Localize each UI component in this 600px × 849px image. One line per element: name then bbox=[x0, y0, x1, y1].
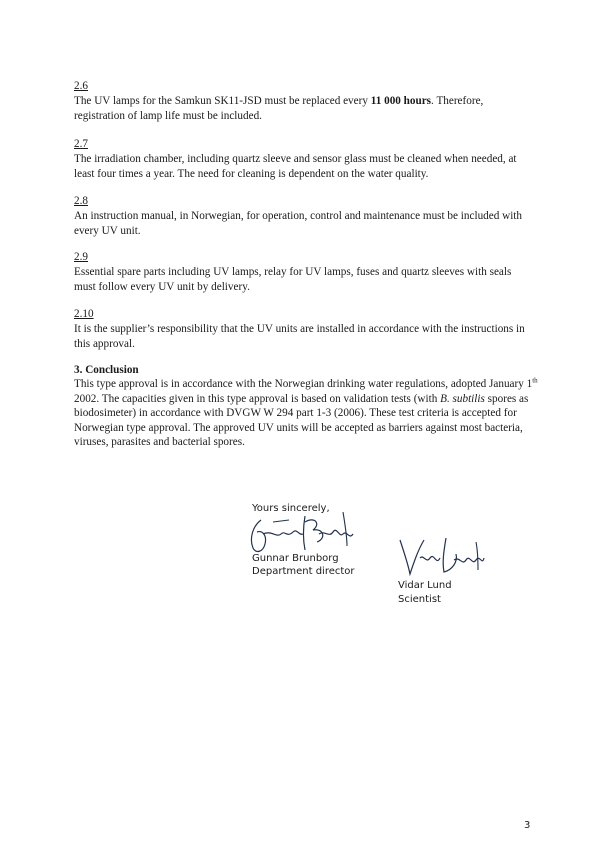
closing-text: Yours sincerely, bbox=[252, 503, 330, 514]
signatory-name: Gunnar Brunborg bbox=[252, 553, 339, 564]
section-number: 2.8 bbox=[74, 195, 88, 207]
conclusion-text: This type approval is in accordance with the Norwegian drinking water regulations, adopted January 1th 2002. The capacities given in this type approval is based on validation tests (with B. subtilis spores as biodosimeter) in accordance with DVGW W 294 part 1-3 (2006). These test criteria is accepted for Norwegian type approval. The approved UV units will be accepted as barriers against most bacteria, viruses, parasites and bacterial spores. bbox=[74, 376, 538, 449]
section-number: 2.9 bbox=[74, 251, 88, 263]
section-number: 2.7 bbox=[74, 138, 88, 150]
signatory-title: Scientist bbox=[398, 594, 441, 605]
signatory-title: Department director bbox=[252, 566, 355, 577]
signatory-name: Vidar Lund bbox=[398, 580, 452, 591]
section-number: 2.10 bbox=[74, 308, 94, 320]
section-text: It is the supplier’s responsibility that the UV units are installed in accordance with the instructions in this approval. bbox=[74, 323, 525, 350]
section-text: The irradiation chamber, including quartz sleeve and sensor glass must be cleaned when needed, at least four times a year. The need for cleaning is dependent on the water quality. bbox=[74, 153, 517, 180]
signature-vidar-lund bbox=[396, 532, 488, 580]
page-number: 3 bbox=[524, 820, 531, 831]
section-text: Essential spare parts including UV lamps, relay for UV lamps, fuses and quartz sleeves with seals must follow every UV unit by delivery. bbox=[74, 266, 512, 293]
section-text: An instruction manual, in Norwegian, for operation, control and maintenance must be included with every UV unit. bbox=[74, 210, 523, 237]
section-text: The UV lamps for the Samkun SK11-JSD must be replaced every 11 000 hours. Therefore, registration of lamp life must be included. bbox=[74, 95, 484, 122]
section-number: 2.6 bbox=[74, 80, 88, 92]
conclusion-heading: 3. Conclusion bbox=[74, 364, 139, 376]
